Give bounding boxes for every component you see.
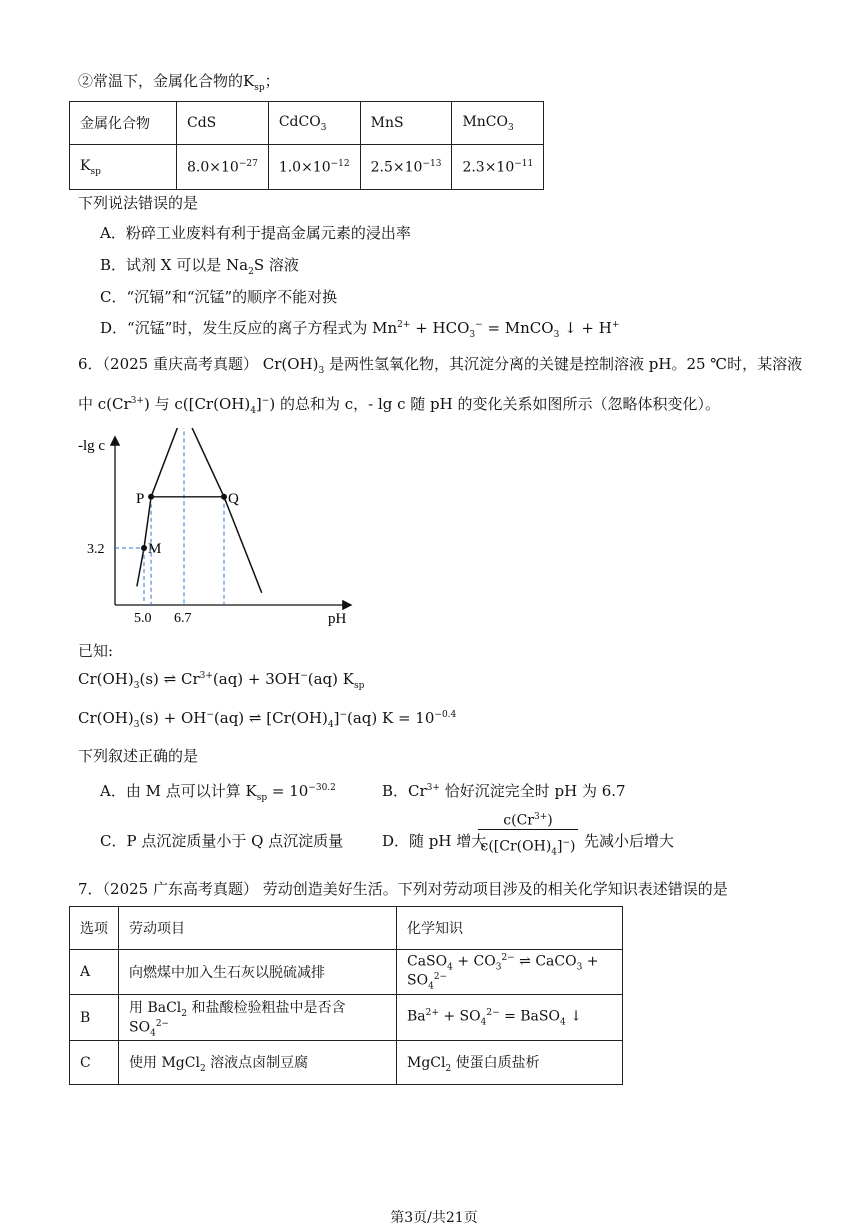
ksp-row-label: $K_{sp}$ [70, 145, 177, 190]
q6-d-denominator: $c([Cr(OH)_4]^-)$ [480, 838, 576, 858]
ksp-header-cds: CdS [177, 102, 269, 145]
q5-option-c: C．“沉镉”和“沉锰”的顺序不能对换 [100, 288, 338, 306]
ksp-table [69, 101, 544, 190]
q6-equilibrium-2: $Cr(OH)_3(s) + OH^-(aq)$ ⇌ $[Cr(OH)_4]^-(aq) K = 10^{-0.4}$ [78, 709, 457, 730]
q6-equilibrium-1: $Cr(OH)_3(s)$ ⇌ $Cr^{3+}(aq) + 3OH^-(aq)$ $K_{sp}$ [78, 670, 365, 691]
labor-header-knowledge: 化学知识 [397, 907, 623, 950]
labor-row-c-knowledge: MgCl$_2$ 使蛋白质盐析 [397, 1041, 623, 1085]
ksp-table-header-row [70, 102, 544, 145]
q7-line: 7．（2025 广东高考真题） 劳动创造美好生活。下列对劳动项目涉及的相关化学知识表述错误的是 [78, 880, 728, 898]
q6-option-b: B．$Cr^{3+}$ 恰好沉淀完全时 pH 为 6.7 [382, 782, 626, 800]
labor-table-header [70, 907, 623, 950]
ksp-value-mnco3: $2.3\times 10^{-11}$ [452, 145, 544, 190]
labor-row-c-task: 使用 MgCl$_2$ 溶液点卤制豆腐 [119, 1041, 397, 1085]
curve-line [137, 428, 262, 593]
q5-option-a: A．粉碎工业废料有利于提高金属元素的浸出率 [100, 224, 411, 242]
point-p-label: P [136, 490, 145, 507]
intro-line: ②常温下，金属化合物的$K_{sp}$； [78, 72, 280, 93]
point-m-label: M [148, 541, 162, 557]
labor-table [69, 906, 623, 1085]
ksp-value-mns: $2.5\times 10^{-13}$ [360, 145, 452, 190]
point-m [141, 545, 147, 551]
labor-row-c-option: C [70, 1041, 119, 1085]
q6-option-a: A．由 M 点可以计算 $K_{sp} = 10^{-30.2}$ [100, 782, 336, 803]
labor-row-b-task: 用 BaCl$_2$ 和盐酸检验粗盐中是否含 $SO_4^{2-}$ [119, 995, 397, 1041]
y-axis-label: -lg c [78, 438, 106, 454]
x-axis-label: pH [328, 611, 347, 627]
q6-option-c: C．P 点沉淀质量小于 Q 点沉淀质量 [100, 832, 344, 850]
q6-known-label: 已知: [78, 642, 114, 660]
labor-row-a-task: 向燃煤中加入生石灰以脱硫减排 [119, 950, 397, 995]
point-q-label: Q [228, 490, 239, 507]
q6-option-d: D．随 pH 增大 [382, 832, 487, 850]
labor-row-b [70, 995, 623, 1041]
ksp-header-mns: MnS [360, 102, 452, 145]
labor-row-b-option: B [70, 995, 119, 1041]
labor-row-a [70, 950, 623, 995]
x-tick-label: 6.7 [174, 611, 192, 626]
q6-line1: 6．（2025 重庆高考真题） $Cr(OH)_3$ 是两性氢氧化物，其沉淀分离的关键是控制溶液 pH。25 ℃时，某溶液 [78, 355, 803, 376]
q6-d-suffix: 先减小后增大 [584, 832, 675, 850]
page-footer: 第3页/共21页 [390, 1210, 478, 1226]
ksp-value-cdco3: $1.0\times 10^{-12}$ [268, 145, 360, 190]
labor-row-a-option: A [70, 950, 119, 995]
ksp-table-value-row [70, 145, 544, 190]
labor-header-option: 选项 [70, 907, 119, 950]
ksp-header-cdco3: CdCO$_3$ [268, 102, 360, 145]
q6-stem: 下列叙述正确的是 [78, 747, 199, 765]
ksp-value-cds: $8.0\times 10^{-27}$ [177, 145, 269, 190]
labor-row-b-knowledge: $Ba^{2+} + SO_4^{2-}$ = BaSO$_4$ ↓ [397, 995, 623, 1041]
y-tick-label: 3.2 [87, 542, 105, 557]
x-tick-label: 5.0 [134, 611, 152, 626]
q6-line2: 中 $c(Cr^{3+})$ 与 $c([Cr(OH)_4]^-)$ 的总和为 c，- lg c 随 pH 的变化关系如图所示（忽略体积变化）。 [78, 395, 721, 416]
ksp-header-mnco3: MnCO$_3$ [452, 102, 544, 145]
labor-row-a-knowledge: CaSO$_4$ + $CO_3^{2-}$ ⇌ CaCO$_3$ + $SO_4^{2-}$ [397, 950, 623, 995]
q5-option-b: B．试剂 X 可以是 $Na_2S$ 溶液 [100, 256, 299, 277]
q6-d-numerator: $c(Cr^{3+})$ [478, 812, 578, 830]
labor-row-c [70, 1041, 623, 1085]
labor-header-task: 劳动项目 [119, 907, 397, 950]
point-p [148, 494, 154, 500]
q5-option-d: D．“沉锰”时，发生反应的离子方程式为 $Mn^{2+} + HCO_3^-$ = MnCO$_3$ ↓ + H+ [100, 319, 620, 340]
ksp-header-label: 金属化合物 [70, 102, 177, 145]
lgc-ph-chart [70, 428, 370, 630]
q5-stem: 下列说法错误的是 [78, 194, 199, 212]
point-q [221, 494, 227, 500]
